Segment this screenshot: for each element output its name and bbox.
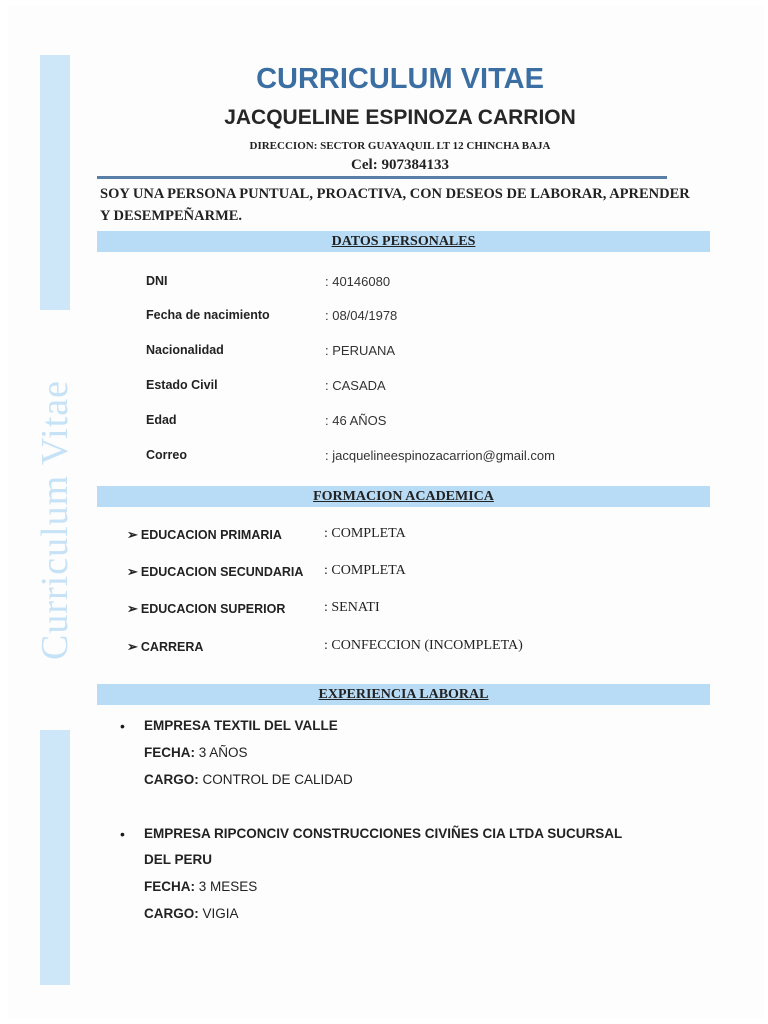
- intro-statement: SOY UNA PERSONA PUNTUAL, PROACTIVA, CON DESEOS DE LABORAR, APRENDER Y DESEMPEÑARME.: [100, 186, 690, 224]
- personal-label: Correo: [146, 448, 187, 462]
- candidate-name: JACQUELINE ESPINOZA CARRION: [224, 106, 576, 129]
- job-cargo: [144, 906, 239, 921]
- section-formacion-academica: FORMACION ACADEMICA: [97, 486, 710, 507]
- education-item: [127, 601, 285, 617]
- education-label: EDUCACION SUPERIOR: [140, 602, 286, 616]
- section-datos-personales: DATOS PERSONALES: [97, 231, 710, 252]
- arrow-bullet-icon: ➢: [127, 564, 138, 579]
- personal-value: : 40146080: [325, 274, 391, 289]
- header-divider: [97, 176, 667, 179]
- document-title: CURRICULUM VITAE: [256, 63, 544, 95]
- education-label: EDUCACION SECUNDARIA: [140, 565, 304, 579]
- side-watermark-text: Curriculum Vitae: [34, 379, 76, 661]
- education-value: : SENATI: [324, 600, 380, 615]
- job-fecha: [144, 879, 257, 894]
- fecha-label: FECHA:: [144, 879, 195, 894]
- personal-value: : 46 AÑOS: [325, 413, 387, 428]
- education-label: CARRERA: [140, 640, 204, 654]
- arrow-bullet-icon: ➢: [127, 527, 138, 542]
- personal-value: : CASADA: [325, 378, 386, 393]
- education-value: : COMPLETA: [324, 563, 406, 578]
- education-item: [127, 564, 303, 580]
- job-entry: [120, 718, 710, 798]
- personal-label: Estado Civil: [146, 378, 218, 392]
- personal-value: : PERUANA: [325, 343, 396, 358]
- email-value: : jacquelineespinozacarrion@gmail.com: [325, 448, 555, 463]
- side-decor-bar-bottom: [40, 730, 70, 985]
- job-entry: [120, 826, 710, 936]
- bullet-dot-icon: •: [120, 718, 125, 734]
- cargo-value: CONTROL DE CALIDAD: [202, 772, 353, 787]
- education-value: : CONFECCION (INCOMPLETA): [324, 638, 523, 653]
- section-experiencia-laboral: EXPERIENCIA LABORAL: [97, 684, 710, 705]
- job-fecha: [144, 745, 248, 760]
- fecha-value: 3 AÑOS: [198, 745, 248, 760]
- cargo-label: CARGO:: [144, 906, 199, 921]
- education-item: [127, 639, 203, 655]
- job-cargo: [144, 772, 353, 787]
- education-item: [127, 527, 282, 543]
- arrow-bullet-icon: ➢: [127, 639, 138, 654]
- education-value: : COMPLETA: [324, 526, 406, 541]
- personal-label: Fecha de nacimiento: [146, 308, 270, 322]
- personal-label: DNI: [146, 274, 168, 288]
- personal-label: Edad: [146, 413, 177, 427]
- cargo-value: VIGIA: [202, 906, 239, 921]
- side-decor-bar-top: [40, 55, 70, 310]
- job-company: EMPRESA RIPCONCIV CONSTRUCCIONES CIVIÑES CIA LTDA SUCURSAL: [144, 826, 623, 841]
- fecha-label: FECHA:: [144, 745, 195, 760]
- personal-value: : 08/04/1978: [325, 308, 398, 323]
- address-line: DIRECCION: SECTOR GUAYAQUIL LT 12 CHINCHA BAJA: [249, 140, 551, 152]
- phone-line: Cel: 907384133: [351, 157, 449, 173]
- job-company-continued: DEL PERU: [144, 852, 213, 867]
- personal-label: Nacionalidad: [146, 343, 224, 357]
- cargo-label: CARGO:: [144, 772, 199, 787]
- education-label: EDUCACION PRIMARIA: [140, 528, 282, 542]
- arrow-bullet-icon: ➢: [127, 601, 138, 616]
- fecha-value: 3 MESES: [198, 879, 258, 894]
- job-company: EMPRESA TEXTIL DEL VALLE: [144, 718, 338, 733]
- bullet-dot-icon: •: [120, 826, 125, 842]
